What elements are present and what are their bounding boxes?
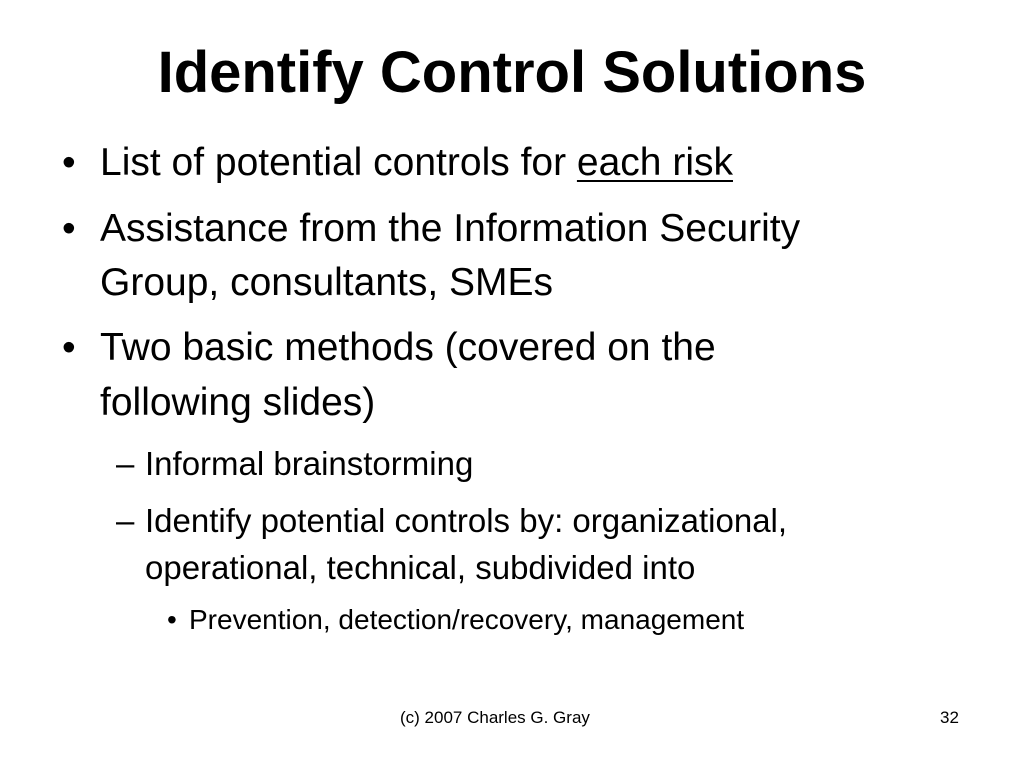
bullet-1-text-plain: List of potential controls for — [100, 141, 577, 184]
slide-title: Identify Control Solutions — [157, 40, 867, 105]
slide-number: 32 — [940, 708, 959, 727]
bullet-3-line-1: Two basic methods (covered on the — [100, 326, 716, 369]
bullet-marker: • — [62, 326, 76, 369]
sub-sub-bullet-marker: • — [167, 604, 177, 635]
footer-copyright: (c) 2007 Charles G. Gray — [400, 708, 590, 727]
sub-bullet-1-line-1: Informal brainstorming — [145, 445, 474, 482]
sub-bullet-marker: – — [116, 502, 135, 539]
sub-sub-bullet-text: Prevention, detection/recovery, management — [189, 604, 745, 635]
bullet-1-text — [100, 140, 733, 186]
sub-bullet-2-line-2: operational, technical, subdivided into — [145, 549, 696, 586]
bullet-marker: • — [62, 207, 76, 250]
bullet-2-line-2: Group, consultants, SMEs — [100, 261, 554, 304]
sub-bullet-2-line-1: Identify potential controls by: organizational, — [145, 502, 788, 539]
bullet-3-line-2: following slides) — [100, 381, 376, 424]
bullet-marker: • — [62, 141, 76, 184]
sub-bullet-marker: – — [116, 445, 135, 482]
bullet-2-line-1: Assistance from the Information Security — [100, 207, 801, 250]
bullet-1-text-underlined: each risk — [576, 141, 733, 184]
